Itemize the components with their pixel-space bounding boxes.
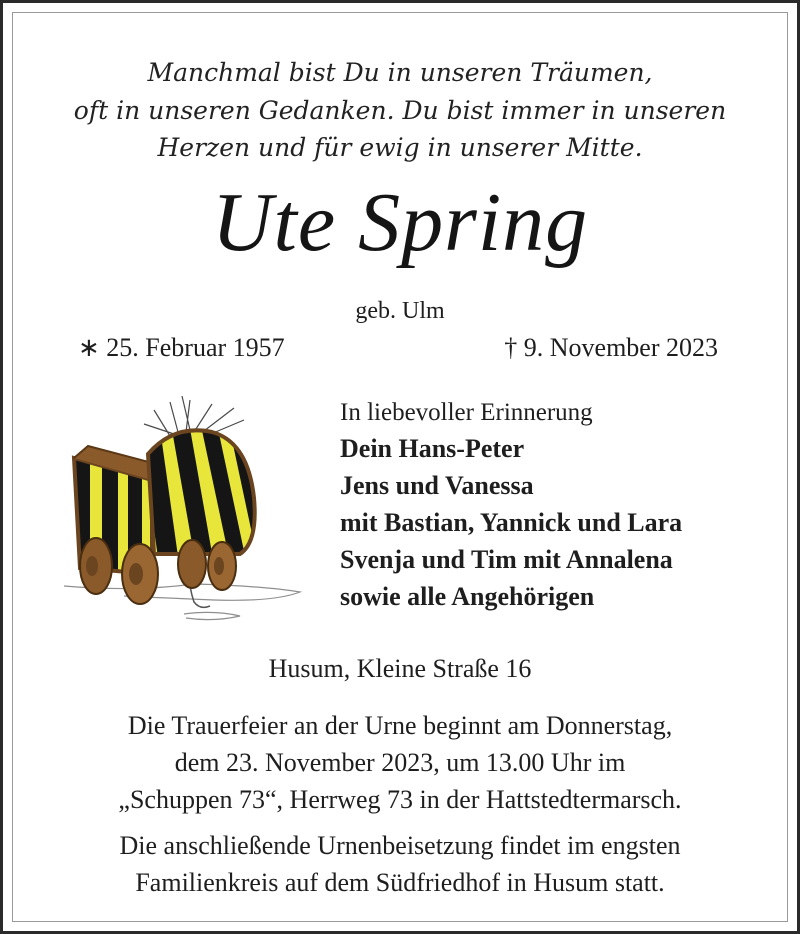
service-line: „Schuppen 73“, Herrweg 73 in der Hattstedtermarsch.: [118, 785, 682, 814]
burial-notice: [0, 827, 800, 901]
motto-line: Herzen und für ewig in unserer Mitte.: [157, 133, 643, 162]
service-line: dem 23. November 2023, um 13.00 Uhr im: [174, 748, 626, 777]
mourner-line: mit Bastian, Yannick und Lara: [340, 508, 683, 537]
motto-verse: [0, 54, 800, 167]
address: Husum, Kleine Straße 16: [268, 654, 532, 683]
death-date: † 9. November 2023: [504, 333, 718, 362]
motto-line: oft in unseren Gedanken. Du bist immer in unseren: [73, 95, 727, 125]
mourner-line: Dein Hans-Peter: [340, 434, 525, 463]
mourners-block: [340, 396, 780, 615]
funeral-service-notice: [0, 707, 800, 818]
mourners-intro: In liebevoller Erinnerung: [340, 399, 593, 426]
toy-horse-drawing: [44, 396, 314, 636]
mourner-line: Svenja und Tim mit Annalena: [340, 545, 673, 574]
mourner-line: Jens und Vanessa: [340, 471, 534, 500]
mourner-line: sowie alle Angehörigen: [340, 582, 595, 611]
burial-line: Familienkreis auf dem Südfriedhof in Husum statt.: [135, 868, 665, 897]
birth-date: ∗ 25. Februar 1957: [78, 333, 285, 362]
motto-line: Manchmal bist Du in unseren Träumen,: [147, 58, 653, 87]
deceased-name: Ute Spring: [211, 176, 589, 269]
striped-toy-horse-icon: [44, 396, 314, 636]
service-line: Die Trauerfeier an der Urne beginnt am Donnerstag,: [127, 711, 673, 740]
maiden-name: geb. Ulm: [355, 298, 445, 324]
burial-line: Die anschließende Urnenbeisetzung findet im engsten: [119, 831, 681, 860]
